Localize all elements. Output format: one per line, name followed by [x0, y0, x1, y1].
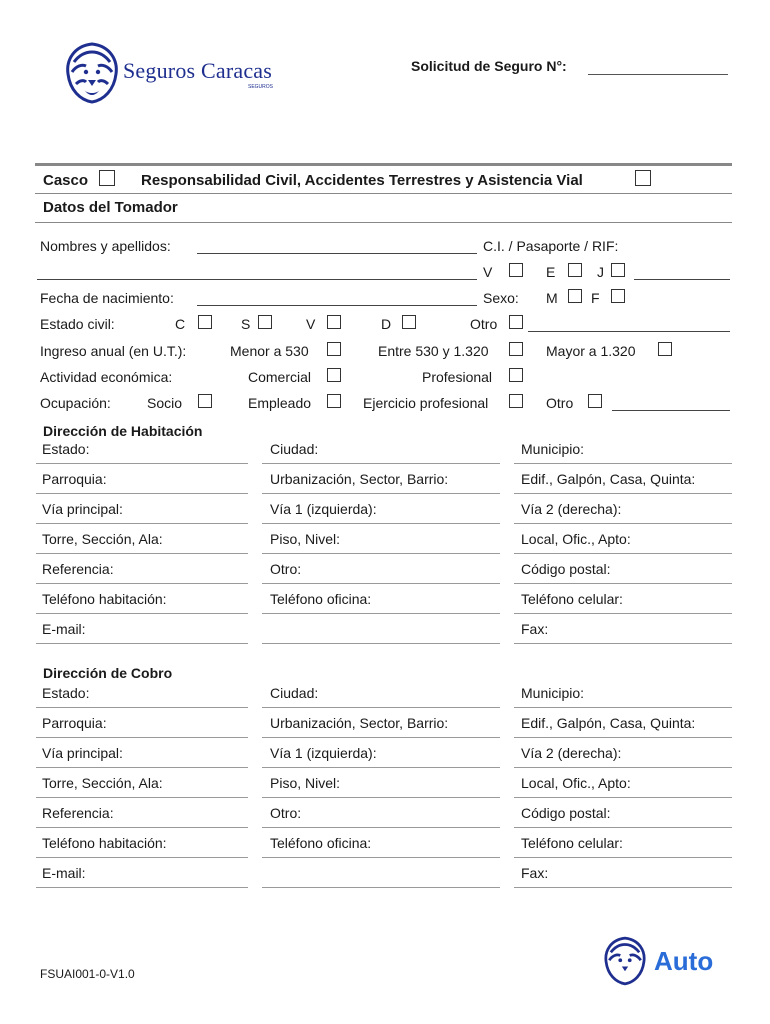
cobro-field-input[interactable]	[36, 797, 248, 798]
act-profesional-checkbox[interactable]	[509, 368, 523, 382]
oc-ejercicio-checkbox[interactable]	[509, 394, 523, 408]
ec-s-label: S	[241, 316, 251, 332]
cobro-field-input[interactable]	[514, 887, 732, 888]
ec-d-label: D	[381, 316, 392, 332]
habitacion-field-input[interactable]	[36, 643, 248, 644]
ing-menor-checkbox[interactable]	[327, 342, 341, 356]
ci-j-checkbox[interactable]	[611, 263, 625, 277]
habitacion-field-input[interactable]	[36, 523, 248, 524]
oc-empleado-label: Empleado	[248, 395, 312, 411]
cobro-field-label: Teléfono habitación:	[42, 835, 167, 851]
cobro-field-label: Vía 1 (izquierda):	[270, 745, 377, 761]
habitacion-field-input[interactable]	[514, 523, 732, 524]
oc-socio-checkbox[interactable]	[198, 394, 212, 408]
cobro-field-input[interactable]	[514, 707, 732, 708]
ci-e-label: E	[546, 264, 556, 280]
ci-number-field[interactable]	[634, 279, 730, 280]
ci-j-label: J	[597, 264, 604, 280]
habitacion-field-label: Código postal:	[521, 561, 611, 577]
cobro-field-input[interactable]	[514, 827, 732, 828]
brand-subtitle: SEGUROS	[248, 84, 274, 90]
habitacion-field-input[interactable]	[36, 463, 248, 464]
rc-checkbox[interactable]	[635, 170, 651, 186]
cobro-field-label: Piso, Nivel:	[270, 775, 341, 791]
cobro-field-label: Estado:	[42, 685, 90, 701]
sexo-f-checkbox[interactable]	[611, 289, 625, 303]
habitacion-field-label: Teléfono oficina:	[270, 591, 372, 607]
cobro-field-label: Torre, Sección, Ala:	[42, 775, 163, 791]
cobro-field-input[interactable]	[262, 737, 500, 738]
divider	[35, 193, 732, 194]
ec-d-checkbox[interactable]	[402, 315, 416, 329]
ci-v-checkbox[interactable]	[509, 263, 523, 277]
auto-logo	[600, 935, 650, 985]
habitacion-field-label: Referencia:	[42, 561, 114, 577]
oc-otro-checkbox[interactable]	[588, 394, 602, 408]
divider	[35, 163, 732, 166]
ci-e-checkbox[interactable]	[568, 263, 582, 277]
habitacion-field-input[interactable]	[36, 583, 248, 584]
habitacion-field-label: Vía 1 (izquierda):	[270, 501, 377, 517]
sexo-label: Sexo:	[483, 290, 519, 306]
habitacion-field-input[interactable]	[262, 583, 500, 584]
ec-otro-checkbox[interactable]	[509, 315, 523, 329]
habitacion-field-label: Piso, Nivel:	[270, 531, 341, 547]
auto-label: Auto	[654, 946, 714, 976]
ci-label: C.I. / Pasaporte / RIF:	[483, 238, 619, 254]
cobro-field-label: Vía 2 (derecha):	[521, 745, 622, 761]
ec-otro-label: Otro	[470, 316, 498, 332]
cobro-field-input[interactable]	[36, 707, 248, 708]
habitacion-field-label: Teléfono celular:	[521, 591, 623, 607]
oc-otro-field[interactable]	[612, 410, 730, 411]
nombres-field-2[interactable]	[37, 279, 477, 280]
cobro-field-input[interactable]	[36, 827, 248, 828]
ec-c-checkbox[interactable]	[198, 315, 212, 329]
cobro-field-label: Urbanización, Sector, Barrio:	[270, 715, 449, 731]
cobro-field-input[interactable]	[36, 887, 248, 888]
ingreso-label: Ingreso anual (en U.T.):	[40, 343, 187, 359]
habitacion-field-input[interactable]	[514, 613, 732, 614]
estado-civil-label: Estado civil:	[40, 316, 115, 332]
habitacion-field-label: Vía 2 (derecha):	[521, 501, 622, 517]
nombres-field[interactable]	[197, 253, 477, 254]
ing-mayor-checkbox[interactable]	[658, 342, 672, 356]
tomador-title: Datos del Tomador	[43, 199, 178, 216]
habitacion-field-input[interactable]	[514, 643, 732, 644]
habitacion-field-label: Fax:	[521, 621, 549, 637]
cobro-field-input[interactable]	[514, 857, 732, 858]
habitacion-field-input[interactable]	[262, 613, 500, 614]
habitacion-field-input[interactable]	[262, 553, 500, 554]
habitacion-field-input[interactable]	[514, 493, 732, 494]
cobro-field-input[interactable]	[262, 797, 500, 798]
ing-entre-label: Entre 530 y 1.320	[378, 343, 489, 359]
habitacion-field-input[interactable]	[262, 523, 500, 524]
act-profesional-label: Profesional	[422, 369, 493, 385]
cobro-field-input[interactable]	[262, 887, 500, 888]
cobro-field-label: Municipio:	[521, 685, 585, 701]
ocupacion-label: Ocupación:	[40, 395, 111, 411]
cobro-field-input[interactable]	[514, 797, 732, 798]
cobro-field-label: Parroquia:	[42, 715, 107, 731]
cobro-field-label: Local, Ofic., Apto:	[521, 775, 631, 791]
cobro-field-input[interactable]	[36, 767, 248, 768]
sexo-f-label: F	[591, 290, 600, 306]
cobro-field-label: Teléfono celular:	[521, 835, 623, 851]
cobro-field-label: Edif., Galpón, Casa, Quinta:	[521, 715, 696, 731]
habitacion-field-label: Ciudad:	[270, 441, 319, 457]
ec-otro-field[interactable]	[528, 331, 730, 332]
habitacion-field-label: Edif., Galpón, Casa, Quinta:	[521, 471, 696, 487]
ec-v-label: V	[306, 316, 316, 332]
ing-menor-label: Menor a 530	[230, 343, 309, 359]
ec-c-label: C	[175, 316, 186, 332]
habitacion-field-input[interactable]	[514, 553, 732, 554]
ec-s-checkbox[interactable]	[258, 315, 272, 329]
ec-v-checkbox[interactable]	[327, 315, 341, 329]
cobro-field-input[interactable]	[262, 767, 500, 768]
habitacion-field-label: Teléfono habitación:	[42, 591, 167, 607]
habitacion-field-input[interactable]	[262, 643, 500, 644]
habitacion-field-label: Local, Ofic., Apto:	[521, 531, 631, 547]
cobro-field-input[interactable]	[262, 707, 500, 708]
act-comercial-label: Comercial	[248, 369, 312, 385]
habitacion-field-label: Urbanización, Sector, Barrio:	[270, 471, 449, 487]
cobro-field-label: Fax:	[521, 865, 549, 881]
solicitud-number-field[interactable]	[588, 74, 728, 75]
habitacion-field-label: Torre, Sección, Ala:	[42, 531, 163, 547]
cobro-field-label: Teléfono oficina:	[270, 835, 372, 851]
habitacion-field-input[interactable]	[36, 613, 248, 614]
rc-label: Responsabilidad Civil, Accidentes Terrestres y Asistencia Vial	[141, 172, 583, 189]
casco-label: Casco	[43, 172, 89, 189]
cobro-field-input[interactable]	[262, 857, 500, 858]
cobro-field-label: Ciudad:	[270, 685, 319, 701]
sexo-m-checkbox[interactable]	[568, 289, 582, 303]
lion-logo-icon	[62, 40, 122, 106]
habitacion-field-input[interactable]	[36, 553, 248, 554]
cobro-title: Dirección de Cobro	[43, 665, 173, 681]
cobro-field-label: Referencia:	[42, 805, 114, 821]
nombres-label: Nombres y apellidos:	[40, 238, 171, 254]
oc-otro-label: Otro	[546, 395, 574, 411]
actividad-label: Actividad económica:	[40, 369, 173, 385]
ing-mayor-label: Mayor a 1.320	[546, 343, 636, 359]
habitacion-field-input[interactable]	[262, 493, 500, 494]
habitacion-field-input[interactable]	[36, 493, 248, 494]
sexo-m-label: M	[546, 290, 558, 306]
cobro-field-label: Código postal:	[521, 805, 611, 821]
fecha-field[interactable]	[197, 305, 477, 306]
brand-name: Seguros Caracas	[123, 58, 273, 83]
fecha-label: Fecha de nacimiento:	[40, 290, 174, 306]
habitacion-field-input[interactable]	[262, 463, 500, 464]
cobro-field-label: E-mail:	[42, 865, 86, 881]
cobro-field-label: Vía principal:	[42, 745, 123, 761]
auto-lion-icon	[600, 935, 650, 987]
cobro-field-input[interactable]	[514, 767, 732, 768]
oc-ejercicio-label: Ejercicio profesional	[363, 395, 489, 411]
cobro-field-input[interactable]	[514, 737, 732, 738]
cobro-field-label: Otro:	[270, 805, 302, 821]
habitacion-field-label: Parroquia:	[42, 471, 107, 487]
act-comercial-checkbox[interactable]	[327, 368, 341, 382]
habitacion-field-label: Municipio:	[521, 441, 585, 457]
divider	[35, 222, 732, 223]
habitacion-field-label: Vía principal:	[42, 501, 123, 517]
ci-v-label: V	[483, 264, 493, 280]
oc-socio-label: Socio	[147, 395, 183, 411]
habitacion-field-label: Estado:	[42, 441, 90, 457]
cobro-field-input[interactable]	[36, 737, 248, 738]
form-code: FSUAI001-0-V1.0	[40, 967, 135, 981]
habitacion-field-label: E-mail:	[42, 621, 86, 637]
solicitud-label: Solicitud de Seguro N°:	[411, 58, 567, 74]
cobro-field-input[interactable]	[262, 827, 500, 828]
ing-entre-checkbox[interactable]	[509, 342, 523, 356]
casco-checkbox[interactable]	[99, 170, 115, 186]
oc-empleado-checkbox[interactable]	[327, 394, 341, 408]
habitacion-title: Dirección de Habitación	[43, 423, 203, 439]
habitacion-field-input[interactable]	[514, 463, 732, 464]
habitacion-field-label: Otro:	[270, 561, 302, 577]
cobro-field-input[interactable]	[36, 857, 248, 858]
habitacion-field-input[interactable]	[514, 583, 732, 584]
